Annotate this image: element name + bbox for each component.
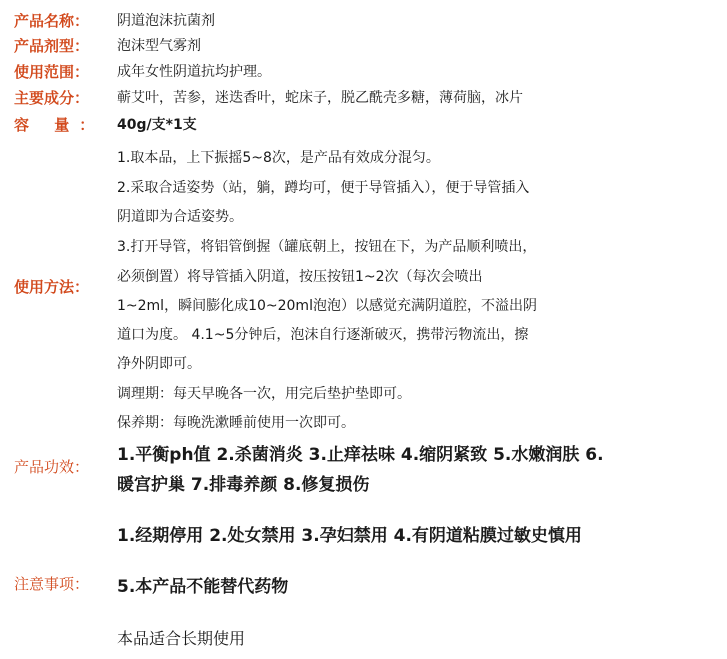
dosage-form-label: 产品剂型： [14, 37, 90, 55]
product-name-value: 阴道泡沫抗菌剂 [117, 13, 215, 29]
capacity-value: 40g/支*1支 [117, 117, 197, 133]
efficacy-label: 产品功效： [14, 458, 90, 476]
usage-line: 3.打开导管，将铝管倒握（罐底朝上，按钮在下，为产品顺利喷出， [117, 239, 537, 255]
usage-line: 阴道即为合适姿势。 [117, 209, 243, 225]
usage-line: 1~2ml，瞬间膨化成10~20ml泡泡）以感觉充满阴道腔，不溢出阴 [117, 298, 537, 314]
efficacy-line: 1.平衡ph值 2.杀菌消炎 3.止痒祛味 4.缩阴紧致 5.水嫩润肤 6. [117, 445, 604, 465]
usage-line: 1.取本品，上下振摇5~8次，是产品有效成分混匀。 [117, 150, 440, 166]
usage-line: 2.采取合适姿势（站，躺，蹲均可，便于导管插入），便于导管插入 [117, 180, 530, 196]
notes-line: 5.本产品不能替代药物 [117, 577, 289, 597]
notes-line: 1.经期停用 2.处女禁用 3.孕妇禁用 4.有阴道粘膜过敏史慎用 [117, 526, 582, 546]
capacity-label: 容 量： [14, 116, 105, 134]
scope-value: 成年女性阴道抗均护理。 [117, 64, 271, 80]
ingredients-label: 主要成分： [14, 89, 90, 107]
efficacy-line: 暖宫护巢 7.排毒养颜 8.修复损伤 [117, 475, 370, 495]
notes-label: 注意事项： [14, 575, 90, 593]
scope-label: 使用范围： [14, 63, 90, 81]
usage-line: 净外阴即可。 [117, 356, 201, 372]
usage-line: 必须倒置）将导管插入阴道，按压按钮1~2次（每次会喷出 [117, 269, 483, 285]
usage-line: 调理期：每天早晚各一次，用完后垫护垫即可。 [117, 386, 411, 402]
usage-label: 使用方法： [14, 278, 90, 296]
usage-line: 保养期：每晚洗漱睡前使用一次即可。 [117, 415, 355, 431]
product-name-label: 产品名称： [14, 12, 90, 30]
ingredients-value: 蕲艾叶，苦参，迷迭香叶，蛇床子，脱乙酰壳多糖，薄荷脑，冰片 [117, 90, 523, 106]
dosage-form-value: 泡沫型气雾剂 [117, 38, 201, 54]
notes-line: 本品适合长期使用 [117, 629, 246, 648]
usage-line: 道口为度。 4.1~5分钟后，泡沫自行逐渐破灭，携带污物流出，擦 [117, 327, 529, 343]
